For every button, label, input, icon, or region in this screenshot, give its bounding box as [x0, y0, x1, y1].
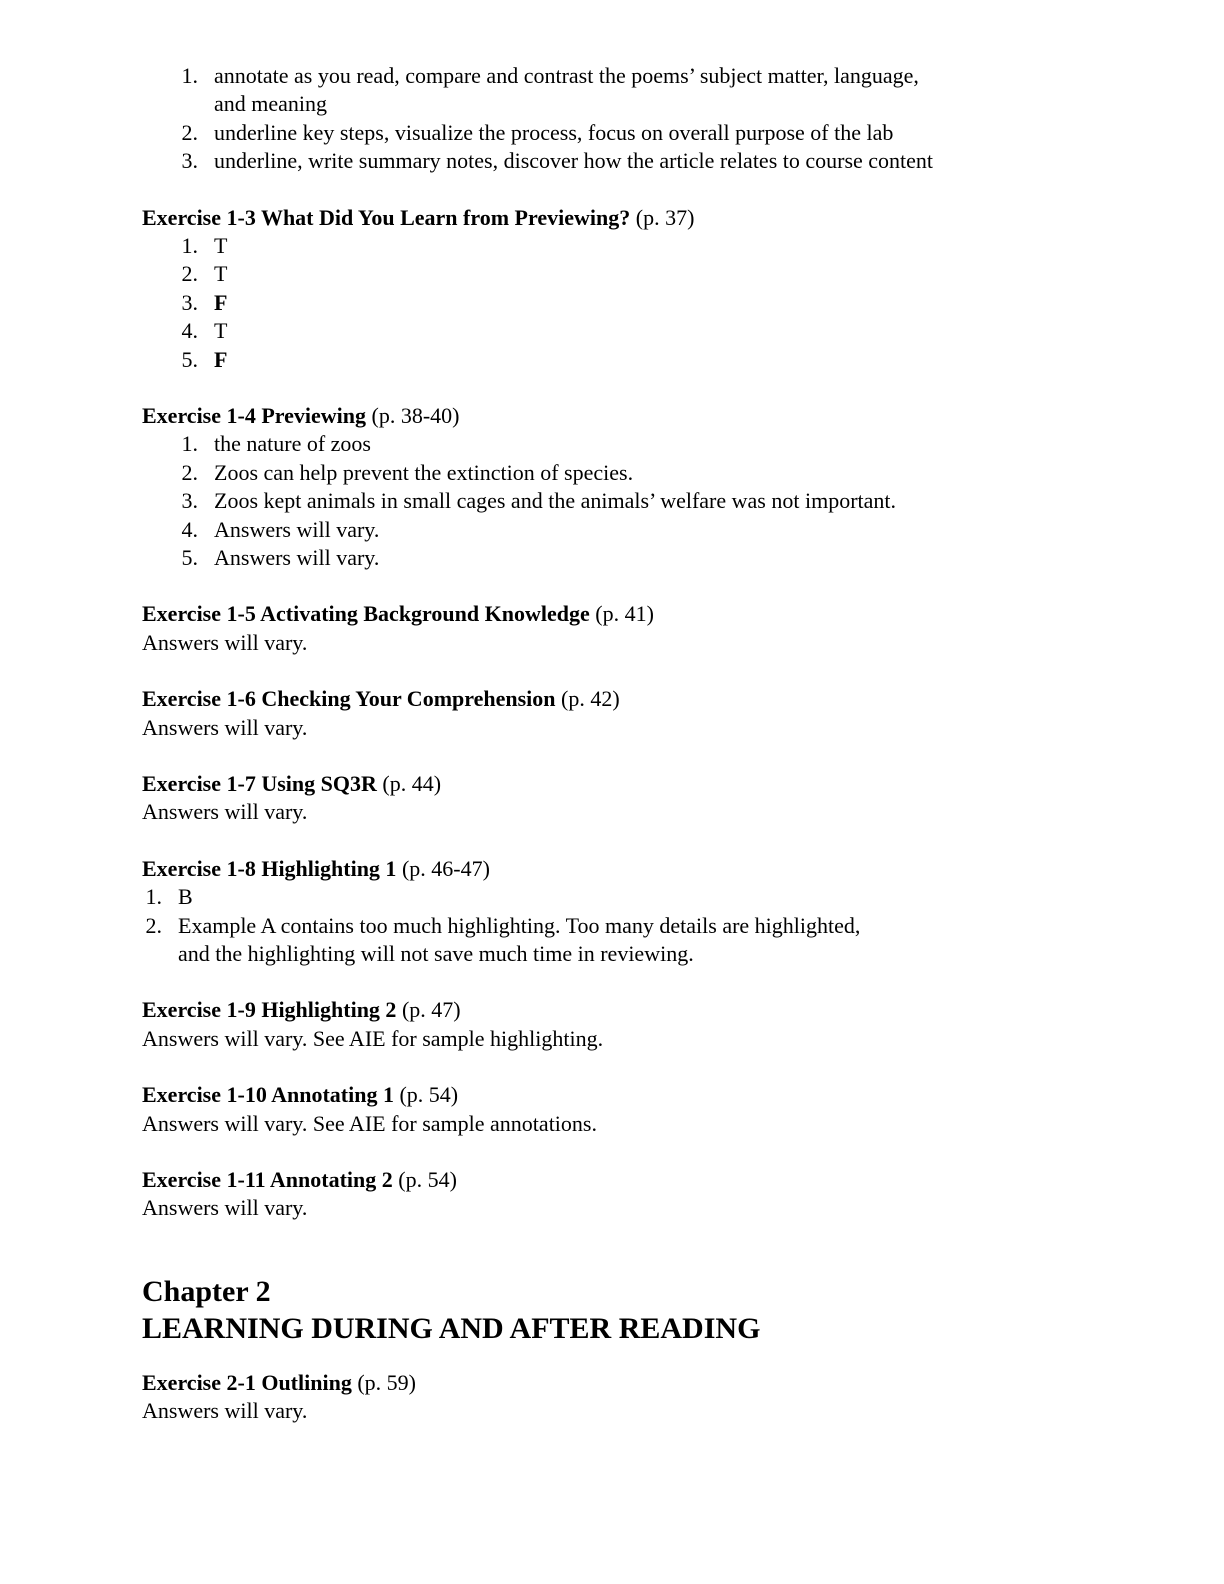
answer-number: 5. [181, 346, 198, 372]
list-number: 3. [181, 148, 198, 174]
exercise-1-5 [142, 600, 1042, 657]
exercise-page-ref: (p. 41) [595, 601, 654, 627]
exercise-page-ref: (p. 59) [357, 1369, 416, 1395]
list-item [142, 147, 1042, 175]
answer-text: Answers will vary. [214, 544, 380, 570]
exercise-2-1 [142, 1369, 1042, 1426]
exercise-answer: Answers will vary. [142, 1398, 308, 1424]
exercise-heading [142, 1081, 1042, 1109]
answer-item [142, 317, 1042, 345]
exercise-page-ref: (p. 42) [561, 686, 620, 712]
answer-item [142, 516, 1042, 544]
list-item [142, 62, 1042, 90]
exercise-heading [142, 1369, 1042, 1397]
exercise-page-ref: (p. 37) [635, 204, 695, 230]
answer-item [142, 487, 1042, 515]
exercise-page-ref: (p. 38-40) [371, 402, 460, 428]
answer-item [142, 459, 1042, 487]
answer-text: and the highlighting will not save much time in reviewing. [178, 940, 694, 966]
answer-number: 4. [181, 516, 198, 542]
answer-number: 4. [181, 318, 198, 344]
answer-number: 1. [145, 884, 162, 910]
answer-item-continuation [142, 940, 1042, 968]
list-number: 1. [181, 63, 198, 88]
exercise-title: Exercise 1-11 Annotating 2 [142, 1166, 393, 1192]
exercise-heading [142, 685, 1042, 713]
answer-number: 5. [181, 544, 198, 570]
list-item [142, 119, 1042, 147]
answer-number: 2. [181, 459, 198, 485]
answer-item [142, 260, 1042, 288]
exercise-1-8 [142, 855, 1042, 969]
exercise-1-6 [142, 685, 1042, 742]
exercise-1-4 [142, 402, 1042, 572]
exercise-page-ref: (p. 44) [382, 770, 442, 796]
exercise-title: Exercise 1-3 What Did You Learn from Previewing? [142, 204, 631, 230]
answer-number: 1. [181, 431, 198, 457]
answer-number: 3. [181, 289, 198, 315]
exercise-title: Exercise 1-8 Highlighting 1 [142, 855, 397, 881]
exercise-heading [142, 770, 1042, 798]
exercise-title: Exercise 1-5 Activating Background Knowledge [142, 601, 590, 627]
list-text: underline, write summary notes, discover how the article relates to course content [214, 148, 934, 174]
exercise-page-ref: (p. 54) [399, 1082, 459, 1108]
answer-item [142, 346, 1042, 374]
exercise-1-9 [142, 996, 1042, 1053]
exercise-answer: Answers will vary. See AIE for sample highlighting. [142, 1025, 604, 1051]
chapter-title: LEARNING DURING AND AFTER READING [142, 1311, 761, 1345]
exercise-title: Exercise 1-4 Previewing [142, 402, 367, 428]
exercise-page-ref: (p. 54) [398, 1166, 457, 1192]
exercise-answer: Answers will vary. [142, 629, 308, 655]
answer-text: F [214, 289, 228, 315]
answer-number: 2. [145, 912, 162, 938]
answer-item [142, 912, 1042, 940]
exercise-answer: Answers will vary. [142, 799, 308, 825]
answer-text: T [214, 318, 228, 344]
exercise-heading [142, 1166, 1042, 1194]
exercise-1-7 [142, 770, 1042, 827]
document-page [142, 62, 1042, 1426]
exercise-answer: Answers will vary. See AIE for sample annotations. [142, 1110, 597, 1136]
exercise-title: Exercise 1-7 Using SQ3R [142, 770, 377, 796]
exercise-heading [142, 855, 1042, 883]
exercise-title: Exercise 1-10 Annotating 1 [142, 1082, 394, 1108]
list-item-continuation [142, 90, 1042, 118]
answer-item [142, 289, 1042, 317]
exercise-title: Exercise 2-1 Outlining [142, 1369, 352, 1395]
answer-text: Answers will vary. [214, 516, 380, 542]
answer-item [142, 232, 1042, 260]
answer-text: F [214, 346, 228, 372]
list-text: annotate as you read, compare and contrast the poems’ subject matter, language, [214, 63, 919, 88]
answer-text: B [178, 884, 193, 910]
exercise-title: Exercise 1-9 Highlighting 2 [142, 997, 397, 1023]
answer-number: 2. [181, 261, 198, 287]
list-text: underline key steps, visualize the process, focus on overall purpose of the lab [214, 119, 894, 145]
exercise-title: Exercise 1-6 Checking Your Comprehension [142, 686, 556, 712]
answer-item [142, 883, 1042, 911]
exercise-heading [142, 204, 1042, 232]
list-text: and meaning [214, 91, 328, 117]
intro-list [142, 62, 1042, 176]
answer-number: 3. [181, 488, 198, 514]
answer-text: T [214, 232, 228, 258]
exercise-page-ref: (p. 47) [401, 997, 461, 1023]
exercise-answer: Answers will vary. [142, 1195, 308, 1221]
answer-number: 1. [181, 232, 198, 258]
exercise-1-10 [142, 1081, 1042, 1138]
list-number: 2. [181, 119, 198, 145]
answer-text: T [214, 261, 228, 287]
answer-text: Zoos kept animals in small cages and the animals’ welfare was not important. [214, 488, 897, 514]
answer-item [142, 544, 1042, 572]
exercise-heading [142, 996, 1042, 1024]
exercise-heading [142, 402, 1042, 430]
exercise-1-3 [142, 204, 1042, 374]
exercise-1-11 [142, 1166, 1042, 1223]
chapter-label: Chapter 2 [142, 1274, 271, 1308]
exercise-heading [142, 600, 1042, 628]
answer-text: Example A contains too much highlighting. Too many details are highlighted, [178, 912, 861, 938]
exercise-page-ref: (p. 46-47) [401, 855, 490, 881]
answer-item [142, 430, 1042, 458]
answer-text: Zoos can help prevent the extinction of species. [214, 459, 634, 485]
answer-text: the nature of zoos [214, 431, 371, 457]
exercise-answer: Answers will vary. [142, 714, 308, 740]
